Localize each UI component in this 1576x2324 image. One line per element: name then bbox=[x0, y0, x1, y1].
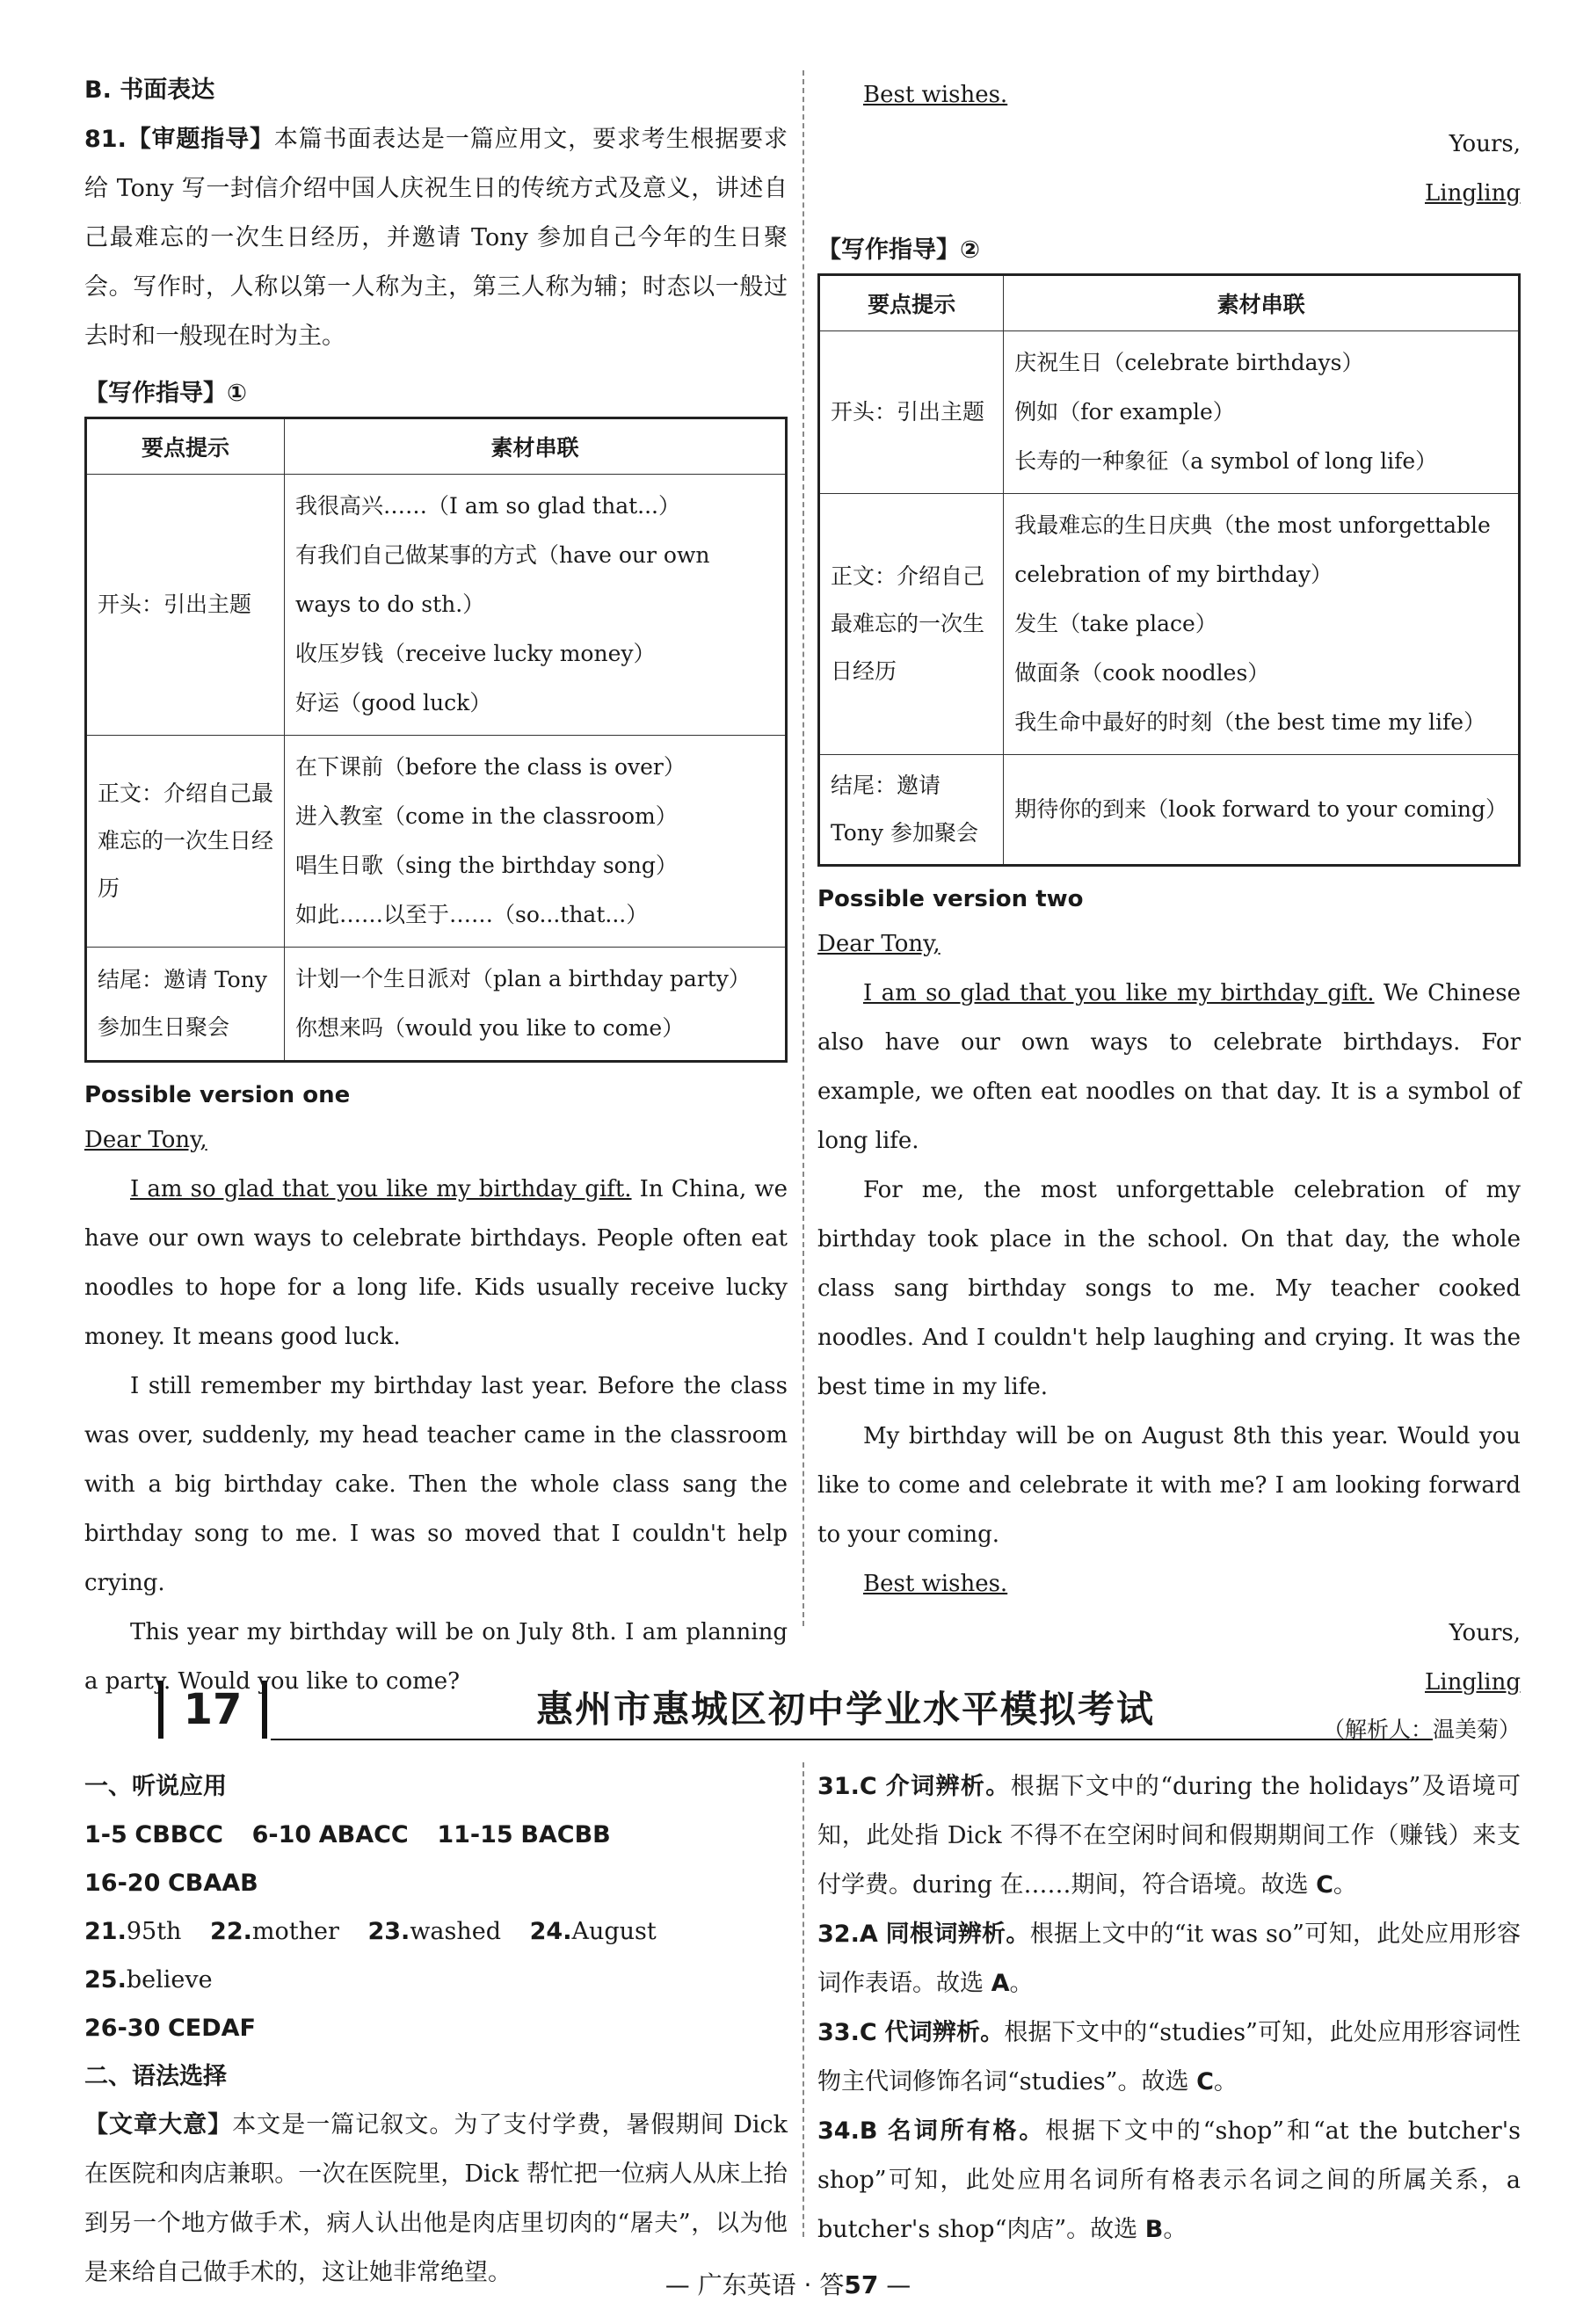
answer-keys: BACBB bbox=[520, 1821, 611, 1848]
q33-explanation: 33.C 代词辨析。根据下文中的“studies”可知，此处应用形容词性物主代词修饰名词“studies”。故选 C。 bbox=[817, 2019, 1521, 2095]
left-column bbox=[84, 70, 788, 1706]
table-row bbox=[86, 475, 787, 736]
question-answer: A bbox=[991, 1970, 1010, 1997]
row-material bbox=[1004, 331, 1520, 494]
answers-right bbox=[817, 1762, 1521, 2255]
answer-number: 23. bbox=[367, 1918, 410, 1945]
listening-title: 一、听说应用 bbox=[84, 1773, 227, 1800]
material-item: 你想来吗（would you like to come） bbox=[295, 1015, 685, 1041]
closing-line bbox=[817, 70, 1521, 120]
letter-paragraph: For me, the most unforgettable celebration of my birthday took place in the school. On that day, the whole class sang birthday songs to me. My teacher cooked noodles. And I couldn't help laughing and crying. It was the best time in my life. bbox=[817, 1177, 1521, 1400]
answer-range: 1-5 bbox=[84, 1821, 127, 1848]
material-item: 长寿的一种象征（a symbol of long life） bbox=[1014, 448, 1438, 474]
q34-explanation: 34.B 名词所有格。根据下文中的“shop”和“at the butcher's shop”可知，此处应用名词所有格表示名词之间的所属关系，a butcher's shop“肉店”。故选 B。 bbox=[817, 2117, 1521, 2243]
table-header-row bbox=[819, 275, 1520, 331]
grammar-title: 二、语法选择 bbox=[84, 2063, 227, 2090]
q81-label: 81.【审题指导】 bbox=[84, 126, 274, 153]
question-key: 33.C bbox=[817, 2019, 877, 2046]
table-header-key: 要点提示 bbox=[819, 275, 1004, 331]
answer-range: 11-15 bbox=[437, 1821, 513, 1848]
underlined-sentence: I am so glad that you like my birthday gift. bbox=[130, 1176, 632, 1202]
row-key: 正文：介绍自己最难忘的一次生日经历 bbox=[86, 736, 285, 948]
material-item: 我最难忘的生日庆典（the most unforgettable bbox=[1014, 512, 1491, 538]
material-item: 唱生日歌（sing the birthday song） bbox=[295, 853, 678, 878]
question-key: 31.C bbox=[817, 1773, 877, 1800]
question-type: 名词所有格。 bbox=[887, 2117, 1046, 2145]
exam-number: 17 bbox=[158, 1681, 267, 1739]
material-item: 有我们自己做某事的方式（have our own bbox=[295, 542, 710, 568]
letter-greeting: Dear Tony, bbox=[84, 1127, 207, 1153]
summary-label: 【文章大意】 bbox=[84, 2111, 233, 2139]
letter-paragraph: My birthday will be on August 8th this year. Would you like to come and celebrate it with me? I am looking forward to your coming. bbox=[817, 1423, 1521, 1548]
closing-line bbox=[817, 1559, 1521, 1609]
column-divider bbox=[803, 1762, 804, 2237]
row-material bbox=[1004, 494, 1520, 755]
answer-word: August bbox=[571, 1918, 657, 1945]
answer-number: 21. bbox=[84, 1918, 127, 1945]
material-item: 如此……以至于……（so...that...） bbox=[295, 902, 649, 927]
page-number: 57 bbox=[844, 2270, 879, 2299]
answers-left bbox=[84, 1762, 788, 2298]
right-column bbox=[817, 70, 1521, 1753]
q32-explanation: 32.A 同根词辨析。根据上文中的“it was so”可知，此处应用形容词作表语。故选 A。 bbox=[817, 1921, 1521, 1997]
material-item: 庆祝生日（celebrate birthdays） bbox=[1014, 350, 1364, 375]
answer-number: 25. bbox=[84, 1966, 127, 1994]
question-text: 根据下文中的“during the holidays”及语境可知，此处指 Dick 不得不在空闲时间和假期期间工作（赚钱）来支付学费。during 在……期间，符合语境。故选 bbox=[817, 1773, 1521, 1899]
paragraph-text: In China, we have our own ways to celebrate birthdays. People often eat noodles to hope for a long life. Kids usually receive lucky money. It means good luck. bbox=[84, 1176, 788, 1350]
underlined-sentence: I am so glad that you like my birthday gift. bbox=[863, 980, 1375, 1006]
row-material bbox=[285, 475, 787, 736]
table-row bbox=[819, 494, 1520, 755]
answer-number: 22. bbox=[210, 1918, 252, 1945]
material-item: 做面条（cook noodles） bbox=[1014, 660, 1270, 686]
answer-word: 95th bbox=[126, 1918, 182, 1945]
answer-keys: ABACC bbox=[318, 1821, 409, 1848]
exam-rule bbox=[271, 1739, 1433, 1740]
answer-number: 24. bbox=[529, 1918, 572, 1945]
letter-paragraph bbox=[84, 1165, 788, 1362]
closing-text: Best wishes. bbox=[863, 82, 1008, 108]
answer-line bbox=[84, 1859, 788, 1907]
q81-text: 本篇书面表达是一篇应用文，要求考生根据要求给 Tony 写一封信介绍中国人庆祝生日的传统方式及意义，讲述自己最难忘的一次生日经历，并邀请 Tony 参加自己今年的生日聚会。写作时，人称以第一人称为主，第三人称为辅；时态以一般过去时和一般现在时为主。 bbox=[84, 126, 788, 350]
answer-range: 6-10 bbox=[251, 1821, 312, 1848]
material-item: 收压岁钱（receive lucky money） bbox=[295, 641, 656, 666]
material-item: 好运（good luck） bbox=[295, 690, 492, 715]
table-header-key: 要点提示 bbox=[86, 418, 285, 475]
answer-word: mother bbox=[251, 1918, 339, 1945]
table-header-material: 素材串联 bbox=[1004, 275, 1520, 331]
row-key: 开头：引出主题 bbox=[86, 475, 285, 736]
table-row bbox=[819, 331, 1520, 494]
material-item: 例如（for example） bbox=[1014, 399, 1235, 425]
material-item: 计划一个生日派对（plan a birthday party） bbox=[295, 966, 751, 991]
version-two-letter bbox=[817, 919, 1521, 1707]
q81-paragraph bbox=[84, 115, 788, 361]
paragraph-text: We Chinese also have our own ways to celebrate birthdays. For example, we often eat noodles on that day. It is a symbol of long life. bbox=[817, 980, 1521, 1154]
question-answer: B bbox=[1144, 2216, 1164, 2243]
question-text: 根据下文中的“studies”可知，此处应用形容词性物主代词修饰名词“studies”。故选 bbox=[817, 2019, 1521, 2095]
answer-line bbox=[84, 1811, 788, 1859]
answer-range: 16-20 bbox=[84, 1870, 161, 1897]
section-title: B. 书面表达 bbox=[84, 76, 215, 104]
answer-word: washed bbox=[410, 1918, 502, 1945]
question-text: 根据上文中的“it was so”可知，此处应用形容词作表语。故选 bbox=[817, 1921, 1521, 1997]
version-one-title: Possible version one bbox=[84, 1082, 351, 1108]
q31-explanation: 31.C 介词辨析。根据下文中的“during the holidays”及语境可知，此处指 Dick 不得不在空闲时间和假期期间工作（赚钱）来支付学费。during 在……期间，符合语境。故选 C。 bbox=[817, 1773, 1521, 1899]
row-material bbox=[285, 948, 787, 1062]
closing-yours: Yours, bbox=[1449, 1620, 1521, 1646]
question-key: 32.A bbox=[817, 1921, 878, 1948]
version-two-title: Possible version two bbox=[817, 886, 1084, 912]
letter-greeting: Dear Tony, bbox=[817, 931, 941, 957]
row-material bbox=[1004, 755, 1520, 866]
closing-text: Best wishes. bbox=[863, 1571, 1008, 1597]
table-header-material: 素材串联 bbox=[285, 418, 787, 475]
question-answer: C bbox=[1316, 1871, 1333, 1899]
answer-range: 26-30 bbox=[84, 2015, 161, 2042]
material-item: 期待你的到来（look forward to your coming） bbox=[1014, 796, 1507, 822]
row-key: 结尾：邀请 Tony 参加聚会 bbox=[819, 755, 1004, 866]
table-row bbox=[819, 755, 1520, 866]
answer-keys: CBBCC bbox=[134, 1821, 223, 1848]
question-answer: C bbox=[1196, 2068, 1214, 2095]
answer-line bbox=[84, 2004, 788, 2052]
row-material bbox=[285, 736, 787, 948]
footer-dash: — bbox=[886, 2270, 911, 2299]
footer-label: — 广东英语 · 答 bbox=[665, 2270, 845, 2299]
question-text: 根据下文中的“shop”和“at the butcher's shop”可知，此处应用名词所有格表示名词之间的所属关系，a butcher's shop“肉店”。故选 bbox=[817, 2117, 1521, 2243]
material-item: 我生命中最好的时刻（the best time my life） bbox=[1014, 709, 1486, 735]
material-item: ways to do sth.） bbox=[295, 592, 485, 617]
version-one-letter bbox=[84, 1115, 788, 1706]
closing-name: Lingling bbox=[1425, 1669, 1521, 1696]
table-header-row bbox=[86, 418, 787, 475]
table-row bbox=[86, 736, 787, 948]
row-key: 正文：介绍自己最难忘的一次生日经历 bbox=[819, 494, 1004, 755]
answer-line bbox=[84, 1907, 788, 2004]
closing-name: Lingling bbox=[1425, 180, 1521, 207]
letter-paragraph bbox=[817, 969, 1521, 1166]
row-key: 结尾：邀请 Tony 参加生日聚会 bbox=[86, 948, 285, 1062]
guide-1-label: 【写作指导】① bbox=[84, 380, 247, 407]
material-item: celebration of my birthday） bbox=[1014, 562, 1333, 587]
guide-2-label: 【写作指导】② bbox=[817, 236, 980, 264]
analyst-credit: （解析人：温美菊） bbox=[1322, 1717, 1521, 1742]
page-footer bbox=[0, 2266, 1576, 2301]
exam-header bbox=[158, 1681, 1433, 1740]
closing-yours: Yours, bbox=[1449, 131, 1521, 157]
column-divider bbox=[803, 70, 804, 1626]
answer-keys: CBAAB bbox=[167, 1870, 258, 1897]
exam-title: 惠州市惠城区初中学业水平模拟考试 bbox=[536, 1688, 1156, 1731]
question-type: 同根词辨析。 bbox=[885, 1921, 1030, 1948]
letter-paragraph: I still remember my birthday last year. Before the class was over, suddenly, my head teacher came in the classroom with a big birthday cake. Then the whole class sang the birthday song to me. I was so moved that I couldn't help crying. bbox=[84, 1373, 788, 1596]
guide-1-table bbox=[84, 417, 788, 1063]
question-type: 代词辨析。 bbox=[884, 2019, 1005, 2046]
answer-word: believe bbox=[126, 1966, 213, 1994]
material-item: 在下课前（before the class is over） bbox=[295, 754, 686, 780]
material-item: 进入教室（come in the classroom） bbox=[295, 803, 678, 829]
version-one-closing bbox=[817, 70, 1521, 218]
question-type: 介词辨析。 bbox=[885, 1773, 1011, 1800]
row-key: 开头：引出主题 bbox=[819, 331, 1004, 494]
answer-keys: CEDAF bbox=[167, 2015, 256, 2042]
summary-text: 本文是一篇记叙文。为了支付学费，暑假期间 Dick 在医院和肉店兼职。一次在医院里，Dick 帮忙把一位病人从床上抬到另一个地方做手术，病人认出他是肉店里切肉的“屠夫”，以为他是来给自己做手术的，这让她非常绝望。 bbox=[84, 2111, 788, 2286]
table-row bbox=[86, 948, 787, 1062]
material-item: 我很高兴……（I am so glad that...） bbox=[295, 493, 681, 519]
question-key: 34.B bbox=[817, 2117, 878, 2145]
material-item: 发生（take place） bbox=[1014, 611, 1217, 636]
guide-2-table bbox=[817, 273, 1521, 867]
letter-paragraph: This year my birthday will be on July 8th. I am planning a party. Would you like to come? bbox=[84, 1619, 788, 1695]
